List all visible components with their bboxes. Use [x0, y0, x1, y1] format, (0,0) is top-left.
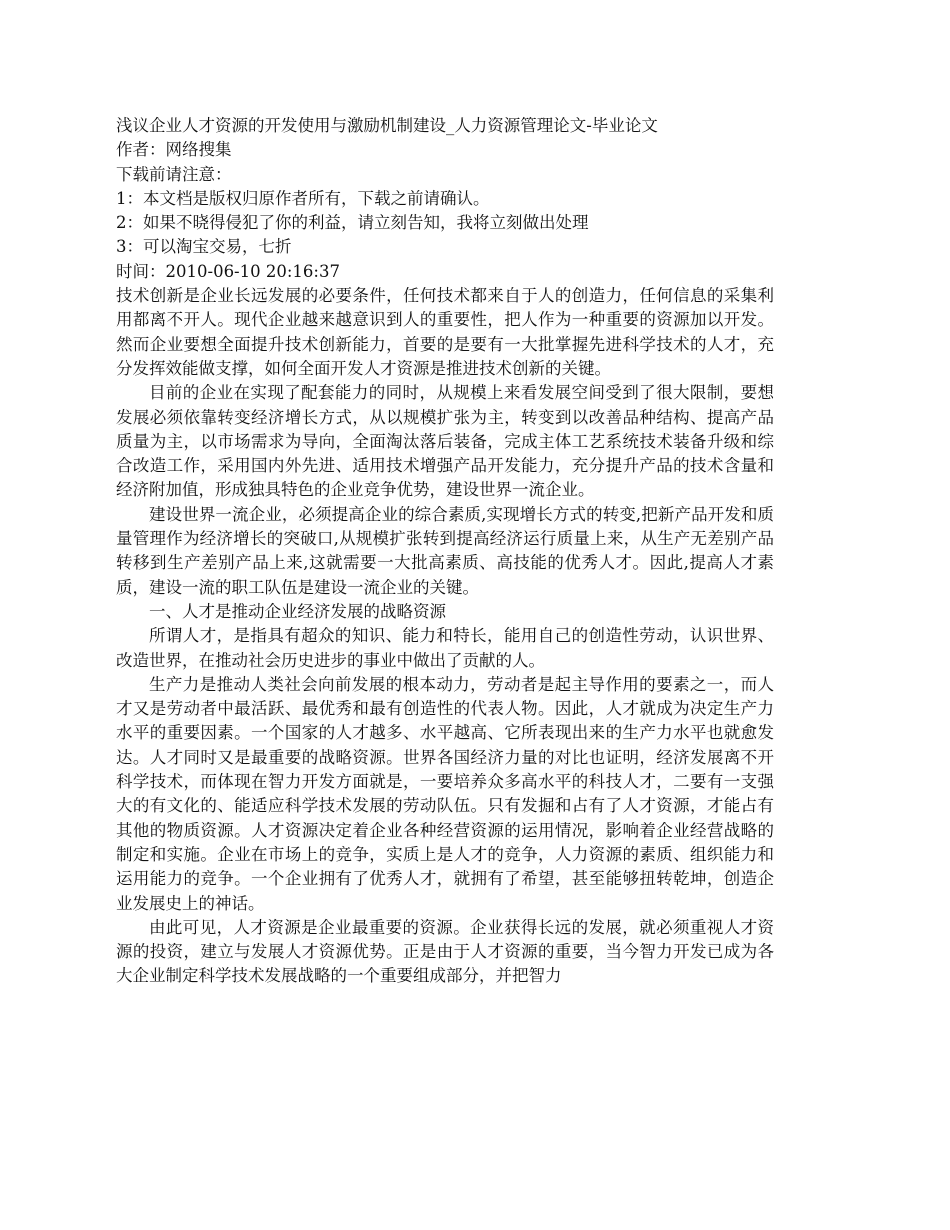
section-heading: 一、人才是推动企业经济发展的战略资源: [149, 601, 446, 621]
document-title: 浅议企业人才资源的开发使用与激励机制建设_人力资源管理论文-毕业论文: [116, 116, 658, 135]
time-line: 时间：2010-06-10 20:16:37: [116, 261, 340, 281]
section-paragraph-2: 生产力是推动人类社会向前发展的根本动力，劳动者是起主导作用的要素之一，而人才又是劳动者中最活跃、最优秀和最有创造性的代表人物。因此，人才就成为决定生产力水平的重要因素。一个国家的人才越多、水平越高、它所表现出来的生产力水平也就愈发达。人才同时又是最重要的战略资源。世界各国经济力量的对比也证明，经济发展离不开科学技术，而体现在智力开发方面就是，一要培养众多高水平的科技人才，二要有一支强大的有文化的、能适应科学技术发展的劳动队伍。只有发掘和占有了人才资源，才能占有其他的物质资源。人才资源决定着企业各种经营资源的运用情况，影响着企业经营战略的制定和实施。企业在市场上的竞争，实质上是人才的竞争，人力资源的素质、组织能力和运用能力的竞争。一个企业拥有了优秀人才，就拥有了希望，甚至能够扭转乾坤，创造企业发展史上的神话。: [116, 674, 774, 913]
notice-label: 下载前请注意：: [116, 164, 232, 184]
notice-item-3: 3：可以淘宝交易，七折: [116, 237, 292, 257]
notice-item-1: 1：本文档是版权归原作者所有，下载之前请确认。: [116, 188, 490, 208]
body-paragraph-3: 建设世界一流企业，必须提高企业的综合素质,实现增长方式的转变,把新产品开发和质量管理作为经济增长的突破口,从规模扩张转到提高经济运行质量上来，从生产无差别产品转移到生产差别产品上来,这就需要一大批高素质、高技能的优秀人才。因此,提高人才素质，建设一流的职工队伍是建设一流企业的关键。: [116, 504, 774, 597]
notice-item-2: 2：如果不晓得侵犯了你的利益，请立刻告知，我将立刻做出处理: [116, 213, 589, 233]
section-paragraph-1: 所谓人才，是指具有超众的知识、能力和特长，能用自己的创造性劳动，认识世界、改造世界，在推动社会历史进步的事业中做出了贡献的人。: [116, 626, 774, 670]
author-line: 作者：网络搜集: [116, 140, 232, 160]
document-body: [116, 114, 774, 989]
body-paragraph-1: 技术创新是企业长远发展的必要条件，任何技术都来自于人的创造力，任何信息的采集利用都离不开人。现代企业越来越意识到人的重要性，把人作为一种重要的资源加以开发。然而企业要想全面提升技术创新能力，首要的是要有一大批掌握先进科学技术的人才，充分发挥效能做支撑，如何全面开发人才资源是推进技术创新的关键。: [116, 286, 774, 378]
body-paragraph-2: 目前的企业在实现了配套能力的同时，从规模上来看发展空间受到了很大限制，要想发展必须依靠转变经济增长方式，从以规模扩张为主，转变到以改善品种结构、提高产品质量为主，以市场需求为导向，全面淘汰落后装备，完成主体工艺系统技术装备升级和综合改造工作，采用国内外先进、适用技术增强产品开发能力，充分提升产品的技术含量和经济附加值，形成独具特色的企业竞争优势，建设世界一流企业。: [116, 383, 774, 500]
section-paragraph-3: 由此可见，人才资源是企业最重要的资源。企业获得长远的发展，就必须重视人才资源的投资，建立与发展人才资源优势。正是由于人才资源的重要，当今智力开发已成为各大企业制定科学技术发展战略的一个重要组成部分，并把智力: [116, 917, 774, 986]
